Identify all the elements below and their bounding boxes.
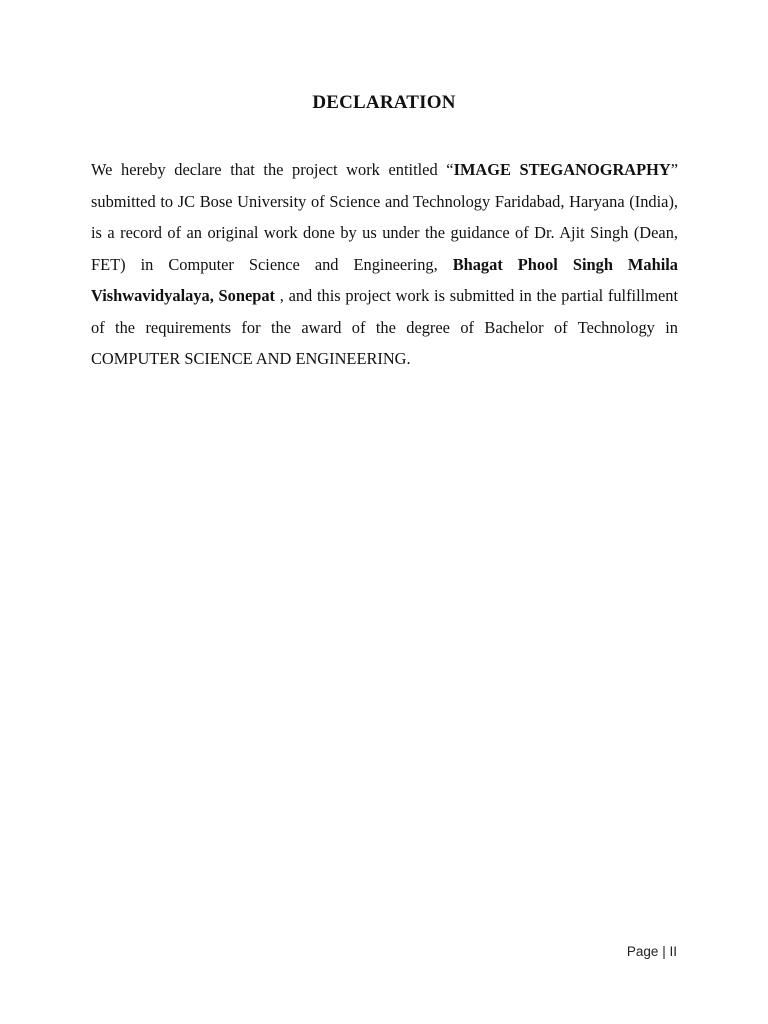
page-label: Page <box>626 944 659 959</box>
declaration-heading: DECLARATION <box>312 92 456 113</box>
declaration-paragraph <box>91 154 678 375</box>
paragraph-text-part2: ” submitted to JC Bose University of Science and Technology Faridabad, Haryana (India), is a record of an original work done by us under the guidance of Dr. Ajit Singh (Dean, FET) in Computer Science and Engineering, <box>91 160 679 274</box>
paragraph-text-part1: We hereby declare that the project work entitled “ <box>91 160 454 179</box>
paragraph-text-part3: , and this project work is submitted in the partial fulfillment of the requirements for the award of the degree of Bachelor of Technology in COMPUTER SCIENCE AND ENGINEERING. <box>91 286 678 368</box>
page-separator: | <box>662 944 666 959</box>
project-title: IMAGE STEGANOGRAPHY <box>453 160 671 179</box>
page-footer <box>627 944 677 959</box>
page-number: II <box>669 944 677 959</box>
institution-name: Bhagat Phool Singh Mahila Vishwavidyalaya, Sonepat <box>91 254 679 305</box>
